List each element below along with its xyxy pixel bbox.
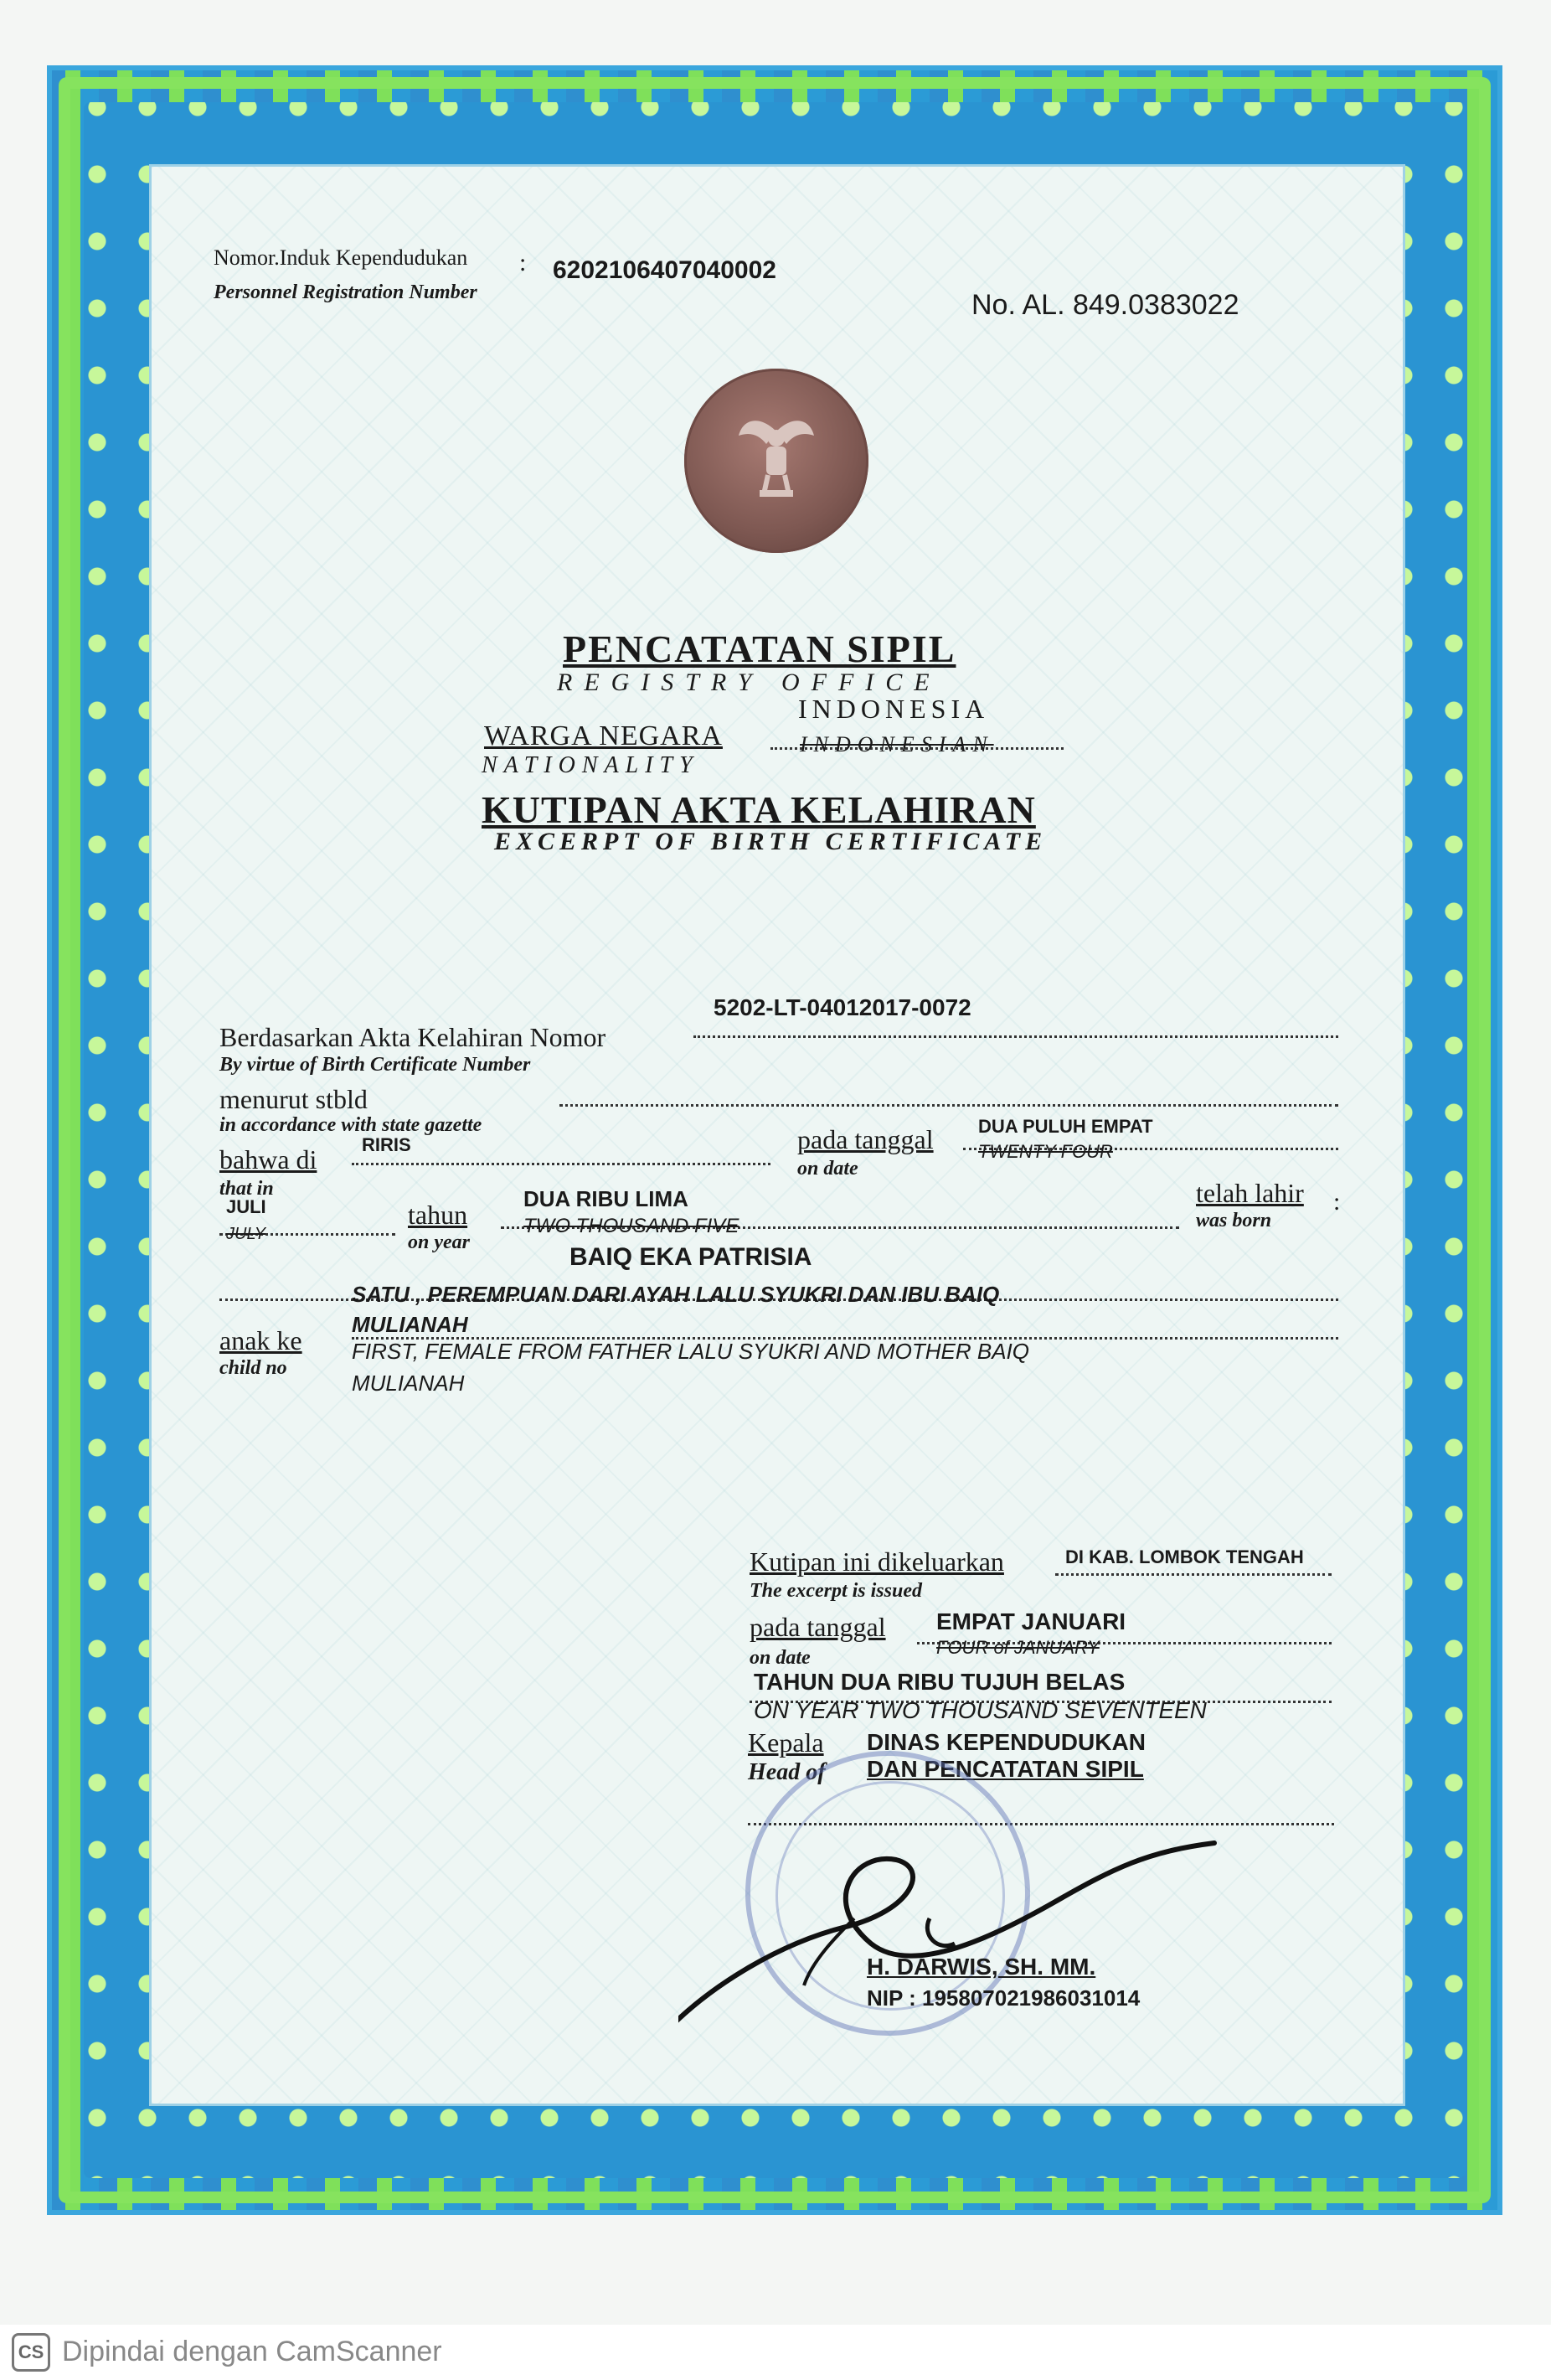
date-label: pada tanggal (797, 1124, 934, 1154)
head-value: DINAS KEPENDUDUKAN (867, 1729, 1146, 1755)
date-value: DUA PULUH EMPAT (978, 1116, 1153, 1137)
place-label-en: that in (219, 1178, 274, 1200)
camscanner-text: Dipindai dengan CamScanner (62, 2336, 442, 2367)
stbld-label: menurut stbld (219, 1084, 368, 1114)
date-label-en: on date (797, 1158, 858, 1180)
born-label-en: was born (1196, 1210, 1272, 1231)
signer-nip: NIP : 195807021986031014 (867, 1985, 1141, 2011)
date-value-en: TWENTY FOUR (978, 1141, 1113, 1162)
issued-dotted-line (1055, 1573, 1332, 1576)
issue-date-value-en: FOUR of JANUARY (936, 1637, 1100, 1658)
certificate-number: No. AL. 849.0383022 (971, 289, 1239, 321)
place-value: RIRIS (362, 1134, 411, 1155)
document-title: KUTIPAN AKTA KELAHIRAN (482, 788, 1036, 831)
stbld-dotted-line (559, 1104, 1338, 1107)
issue-year-value: TAHUN DUA RIBU TUJUH BELAS (754, 1669, 1126, 1695)
signer-name: H. DARWIS, SH. MM. (867, 1954, 1096, 1980)
issue-date-label: pada tanggal (750, 1612, 886, 1642)
nik-colon: : (519, 249, 527, 276)
birth-cert-number: 5202-LT-04012017-0072 (714, 994, 971, 1020)
month-value: JULI (226, 1196, 266, 1217)
child-description-en: FIRST, FEMALE FROM FATHER LALU SYUKRI AND MOTHER BAIQ (352, 1339, 1029, 1364)
head-label: Kepala (748, 1727, 824, 1758)
issue-date-value: EMPAT JANUARI (936, 1608, 1126, 1634)
child-name: BAIQ EKA PATRISIA (569, 1243, 812, 1271)
cert-no-dotted-line (693, 1035, 1338, 1038)
camscanner-logo-icon: CS (12, 2333, 50, 2372)
garuda-seal-icon (684, 369, 868, 553)
stbld-label-en: in accordance with state gazette (219, 1114, 482, 1136)
child-no-label: anak ke (219, 1325, 302, 1355)
child-no-label-en: child no (219, 1357, 287, 1379)
year-label-en: on year (408, 1231, 470, 1253)
born-colon: : (1333, 1188, 1341, 1216)
nationality-value-en: INDONESIAN (800, 732, 994, 756)
document-title-en: EXCERPT OF BIRTH CERTIFICATE (494, 828, 1048, 855)
cert-no-label: Berdasarkan Akta Kelahiran Nomor (219, 1022, 606, 1052)
year-value: DUA RIBU LIMA (523, 1186, 688, 1211)
issued-label: Kutipan ini dikeluarkan (750, 1546, 1004, 1577)
issue-date-label-en: on date (750, 1647, 811, 1669)
cert-no-label-en: By virtue of Birth Certificate Number (219, 1054, 531, 1076)
born-label: telah lahir (1196, 1178, 1304, 1208)
place-dotted-line (352, 1163, 770, 1165)
head-value-cont: DAN PENCATATAN SIPIL (867, 1756, 1144, 1782)
issued-value: DI KAB. LOMBOK TENGAH (1065, 1546, 1304, 1567)
place-label: bahwa di (219, 1144, 317, 1175)
issued-label-en: The excerpt is issued (750, 1580, 922, 1602)
month-value-en: JULY (226, 1225, 266, 1243)
head-label-en: Head of (748, 1759, 826, 1785)
issue-year-value-en: ON YEAR TWO THOUSAND SEVENTEEN (754, 1697, 1207, 1723)
garuda-emblem-icon (734, 406, 818, 507)
child-description-cont: MULIANAH (352, 1312, 468, 1337)
registry-title: PENCATATAN SIPIL (563, 627, 956, 670)
nationality-label-en: NATIONALITY (482, 752, 699, 778)
nationality-label: WARGA NEGARA (484, 720, 723, 751)
year-value-en: TWO THOUSAND FIVE (523, 1215, 739, 1237)
year-label: tahun (408, 1200, 468, 1230)
registry-title-en: REGISTRY OFFICE (557, 669, 941, 696)
child-description: SATU , PEREMPUAN DARI AYAH LALU SYUKRI DAN IBU BAIQ (352, 1282, 1000, 1307)
child-description-en-cont: MULIANAH (352, 1371, 465, 1396)
nik-label: Nomor.Induk Kependudukan (214, 245, 468, 270)
nik-sublabel: Personnel Registration Number (214, 281, 477, 303)
nik-value: 6202106407040002 (553, 256, 776, 284)
nationality-value: INDONESIA (798, 694, 990, 724)
